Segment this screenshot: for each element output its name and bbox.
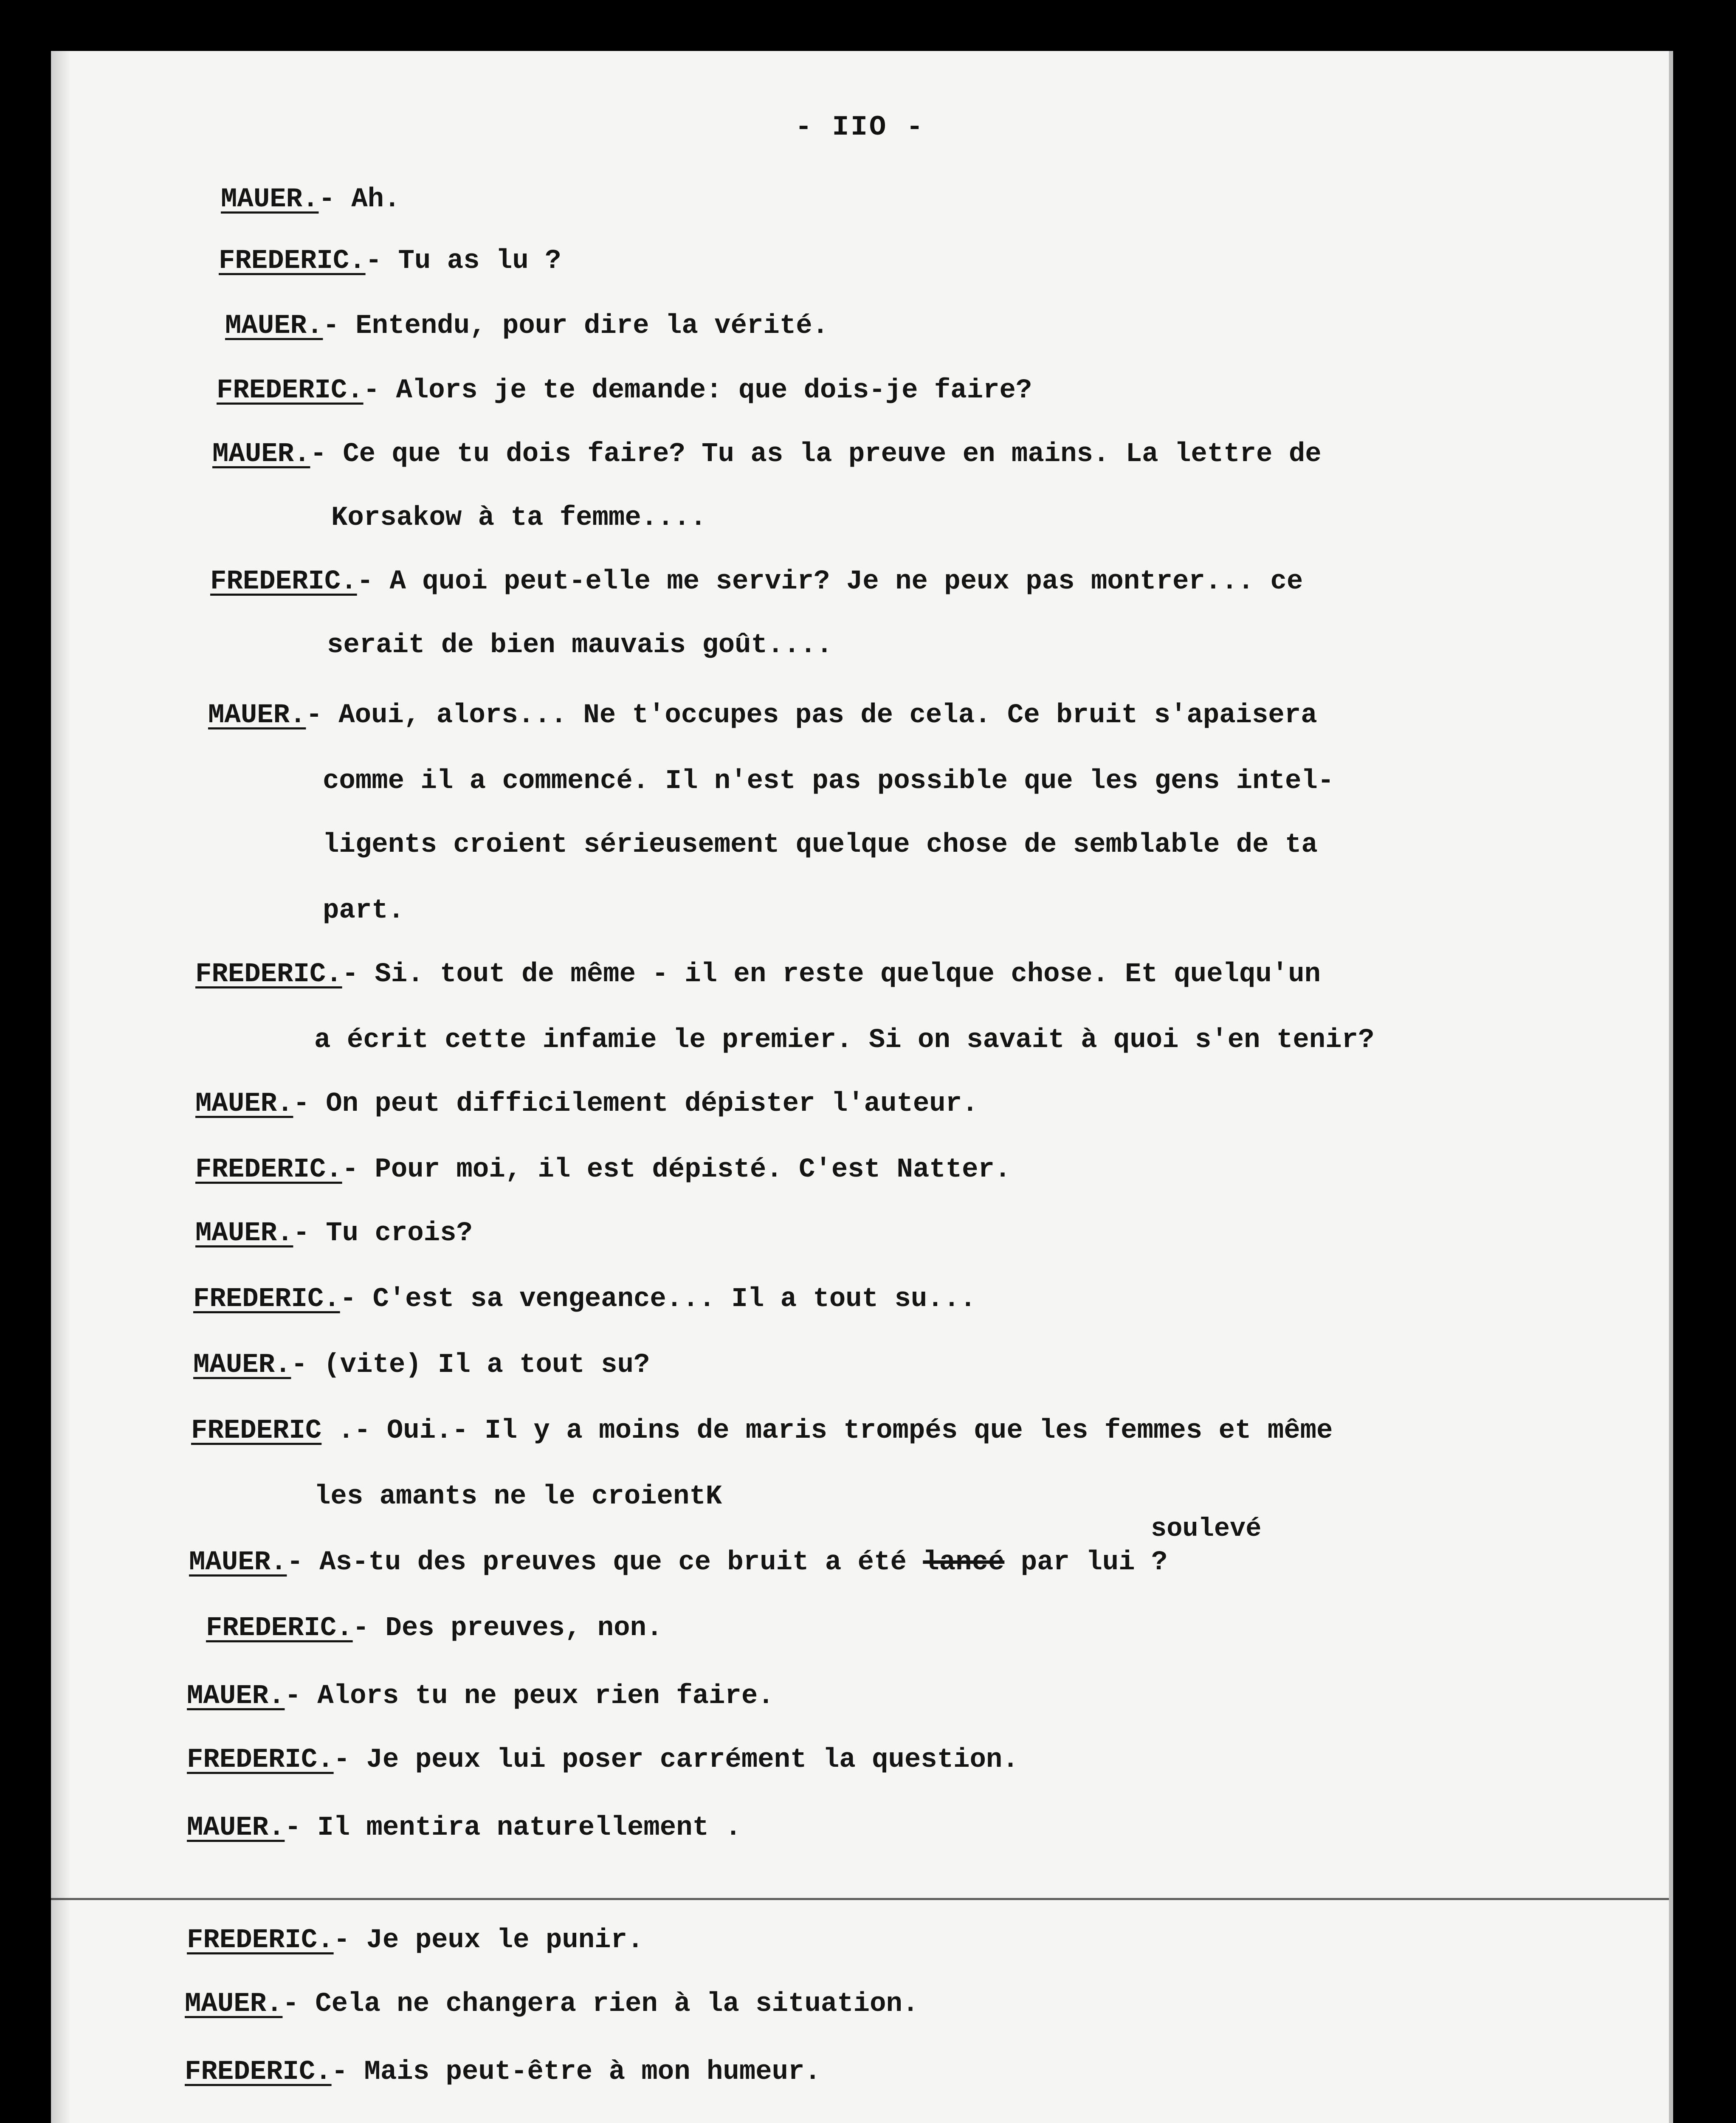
dialogue-line xyxy=(189,1546,1167,1580)
line-text: - Tu crois? xyxy=(293,1218,473,1249)
line-text: - Alors tu ne peux rien faire. xyxy=(285,1681,774,1712)
dialogue-line xyxy=(185,1987,919,2021)
line-text: - On peut difficilement dépister l'auteur. xyxy=(293,1089,978,1119)
dialogue-line xyxy=(191,1414,1333,1448)
speaker-name: FREDERIC xyxy=(191,1416,322,1446)
line-text: a écrit cette infamie le premier. Si on savait à quoi s'en tenir? xyxy=(314,1025,1375,1056)
line-text: Korsakow à ta femme.... xyxy=(331,503,707,533)
line-text: serait de bien mauvais goût.... xyxy=(327,630,833,661)
dialogue-line xyxy=(193,1348,650,1382)
line-text: - Si. tout de même - il en reste quelque chose. Et quelqu'un xyxy=(342,959,1321,990)
line-text: - Ah. xyxy=(318,184,400,215)
speaker-name: FREDERIC. xyxy=(193,1284,340,1315)
dialogue-line xyxy=(193,1282,976,1316)
line-text: - Il mentira naturellement . xyxy=(285,1813,741,1843)
dialogue-line xyxy=(187,1811,741,1845)
dialogue-line xyxy=(225,309,829,343)
speaker-name: MAUER. xyxy=(225,311,323,341)
dialogue-line xyxy=(331,501,706,535)
line-text: les amants ne le croientK xyxy=(314,1481,722,1512)
line-text: - Alors je te demande: que dois-je faire? xyxy=(363,375,1032,406)
speaker-name: MAUER. xyxy=(195,1089,293,1119)
line-text: .- Oui.- Il y a moins de maris trompés que les femmes et même xyxy=(321,1416,1333,1446)
dialogue-line xyxy=(195,1153,1011,1187)
dialogue-line xyxy=(208,698,1317,732)
dialogue-line xyxy=(195,1087,978,1121)
dialogue-line xyxy=(217,374,1032,408)
dialogue-line xyxy=(327,628,833,662)
speaker-name: MAUER. xyxy=(187,1681,285,1712)
speaker-name: FREDERIC. xyxy=(206,1613,353,1644)
dialogue-line xyxy=(314,1480,722,1514)
dialogue-line xyxy=(323,828,1318,862)
speaker-name: FREDERIC. xyxy=(195,1154,342,1185)
dialogue-line xyxy=(219,244,561,278)
dialogue-line xyxy=(323,894,404,928)
document-page xyxy=(51,51,1673,2123)
line-text: - (vite) Il a tout su? xyxy=(291,1350,650,1380)
speaker-name: MAUER. xyxy=(212,439,310,470)
dialogue-line xyxy=(187,1679,774,1713)
speaker-name: MAUER. xyxy=(208,700,306,731)
speaker-name: FREDERIC. xyxy=(187,1745,334,1775)
line-text-after: par lui ? xyxy=(1004,1547,1168,1578)
line-text: - Entendu, pour dire la vérité. xyxy=(323,311,829,341)
line-text: - Mais peut-être à mon humeur. xyxy=(331,2057,821,2087)
dialogue-line xyxy=(187,1923,643,1957)
line-text: - Aoui, alors... Ne t'occupes pas de cela. Ce bruit s'apaisera xyxy=(306,700,1317,731)
speaker-name: FREDERIC. xyxy=(219,246,366,276)
line-text: - Des preuves, non. xyxy=(352,1613,663,1644)
line-text: part. xyxy=(323,895,405,926)
speaker-name: FREDERIC. xyxy=(187,1925,334,1956)
scan-fold-line xyxy=(51,1898,1669,1900)
dialogue-line xyxy=(314,1023,1374,1057)
dialogue-line xyxy=(187,1743,1019,1777)
dialogue-line xyxy=(323,764,1334,798)
line-text: - Ce que tu dois faire? Tu as la preuve en mains. La lettre de xyxy=(310,439,1322,470)
speaker-name: FREDERIC. xyxy=(185,2057,332,2087)
line-text: ligents croient sérieusement quelque chose de semblable de ta xyxy=(323,830,1318,860)
speaker-name: FREDERIC. xyxy=(217,375,364,406)
speaker-name: FREDERIC. xyxy=(195,959,342,990)
dialogue-line xyxy=(195,1216,473,1250)
line-text: - Pour moi, il est dépisté. C'est Natter. xyxy=(342,1154,1011,1185)
line-text: - Cela ne changera rien à la situation. xyxy=(282,1989,919,2019)
line-text: - Je peux le punir. xyxy=(333,1925,644,1956)
struck-word: lancé xyxy=(923,1547,1005,1578)
line-text: - C'est sa vengeance... Il a tout su... xyxy=(340,1284,976,1315)
dialogue-line xyxy=(206,1611,662,1645)
speaker-name: MAUER. xyxy=(193,1350,291,1380)
line-text: comme il a commencé. Il n'est pas possible que les gens intel- xyxy=(323,766,1334,797)
handwritten-correction: soulevé xyxy=(1151,1514,1262,1544)
dialogue-line xyxy=(210,565,1303,599)
speaker-name: MAUER. xyxy=(189,1547,287,1578)
line-text: - A quoi peut-elle me servir? Je ne peux pas montrer... ce xyxy=(357,566,1303,597)
speaker-name: FREDERIC. xyxy=(210,566,357,597)
speaker-name: MAUER. xyxy=(195,1218,293,1249)
speaker-name: MAUER. xyxy=(187,1813,285,1843)
dialogue-line xyxy=(212,437,1322,471)
line-text: - Je peux lui poser carrément la question. xyxy=(333,1745,1019,1775)
speaker-name: MAUER. xyxy=(185,1989,283,2019)
line-text: - As-tu des preuves que ce bruit a été xyxy=(287,1547,923,1578)
page-number: - IIO - xyxy=(795,111,925,143)
dialogue-line xyxy=(221,183,400,217)
speaker-name: MAUER. xyxy=(221,184,319,215)
dialogue-line xyxy=(185,2055,821,2089)
dialogue-line xyxy=(195,957,1321,991)
line-text: - Tu as lu ? xyxy=(365,246,561,276)
